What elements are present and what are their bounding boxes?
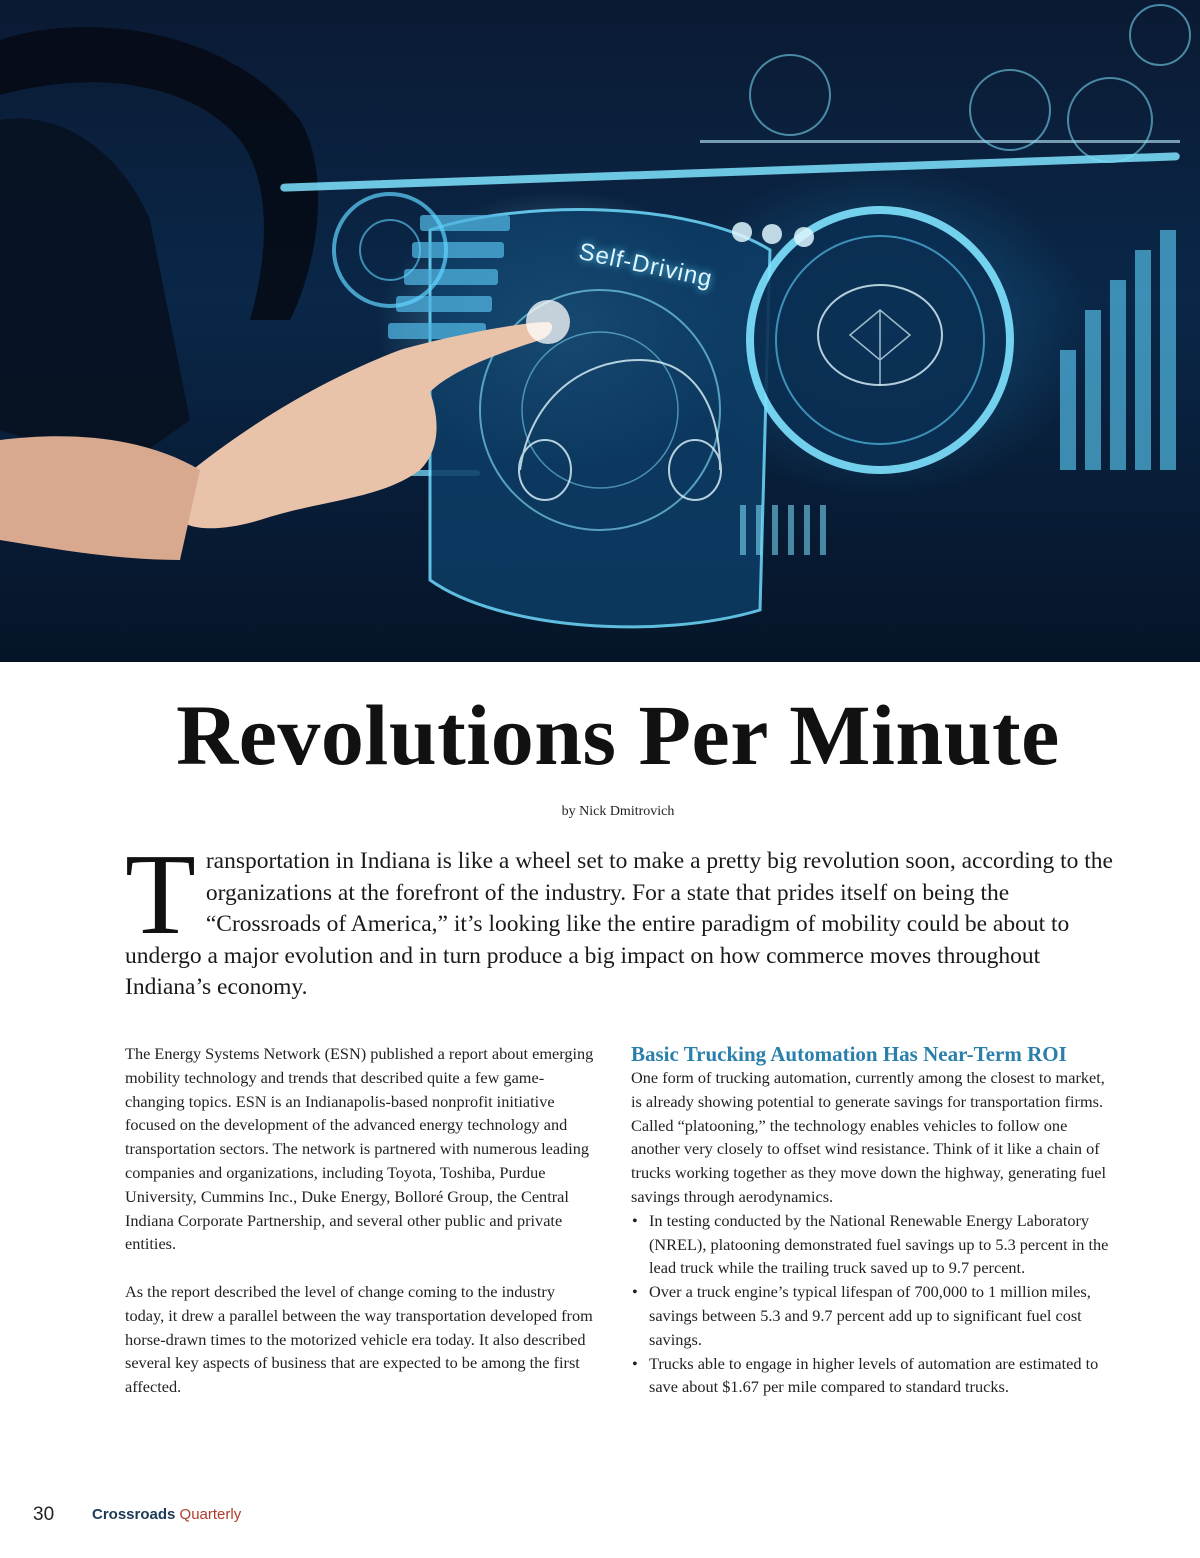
brain-icon: [750, 210, 1010, 470]
byline: by Nick Dmitrovich: [561, 804, 675, 819]
right-column: [631, 1042, 1113, 1399]
dashboard-hologram-illustration: [0, 0, 1200, 662]
drop-cap: T: [125, 831, 196, 959]
publication-name-quarterly: Quarterly: [179, 1506, 242, 1523]
hero-image: [0, 0, 1200, 662]
bullet-item: • In testing conducted by the National Renewable Energy Laboratory (NREL), platooning demonstrated fuel savings up to 5.3 percent in the lead truck while the trailing truck saved up to 9.7 percent.: [631, 1209, 1113, 1280]
self-driving-label: Self-Driving: [576, 238, 716, 293]
publication-name: [92, 1506, 241, 1523]
bar-graph-icon: [1060, 230, 1176, 470]
left-column: [125, 1042, 597, 1399]
intro-text: ransportation in Indiana is like a wheel set to make a pretty big revolution soon, according to the organizations at the forefront of the industry. For a state that prides itself on being the “Crossroads of America,” it’s looking like the entire paradigm of mobility could be about to undergo a major evolution and in turn produce a big impact on how commerce moves throughout Indiana’s economy.: [125, 848, 1113, 1000]
article-title: Revolutions Per Minute: [176, 687, 1060, 783]
bullet-item: • Over a truck engine’s typical lifespan of 700,000 to 1 million miles, savings between 5.3 and 9.7 percent add up to significant fuel cost savings.: [631, 1280, 1113, 1351]
body-paragraph: One form of trucking automation, currently among the closest to market, is already showing potential to generate savings for transportation firms. Called “platooning,” the technology enables vehicles to follow one another very closely to offset wind resistance. Think of it like a chain of trucks working together as they move down the highway, generating fuel savings through aerodynamics.: [631, 1068, 1107, 1206]
section-heading: Basic Trucking Automation Has Near-Term ROI: [631, 1042, 1067, 1066]
publication-name-crossroads: Crossroads: [92, 1506, 176, 1523]
bullet-list: [631, 1209, 1113, 1399]
body-paragraph: The Energy Systems Network (ESN) published a report about emerging mobility technology and trends that described quite a few game-changing topics. ESN is an Indianapolis-based nonprofit initiative focused on the development of the advanced energy technology and transportation sectors. The network is partnered with numerous leading companies and organizations, including Toyota, Toshiba, Purdue University, Cummins Inc., Duke Energy, Bolloré Group, the Central Indiana Corporate Partnership, and several other public and private entities.: [125, 1044, 594, 1254]
bullet-item: • Trucks able to engage in higher levels of automation are estimated to save about $1.67 per mile compared to standard trucks.: [631, 1352, 1113, 1400]
body-paragraph: As the report described the level of change coming to the industry today, it drew a parallel between the way transportation developed from horse-drawn times to the motorized vehicle era today. It also described several key aspects of business that are expected to be among the first affected.: [125, 1281, 593, 1397]
page-number: 30: [33, 1504, 55, 1525]
intro-paragraph: [125, 831, 1115, 1004]
